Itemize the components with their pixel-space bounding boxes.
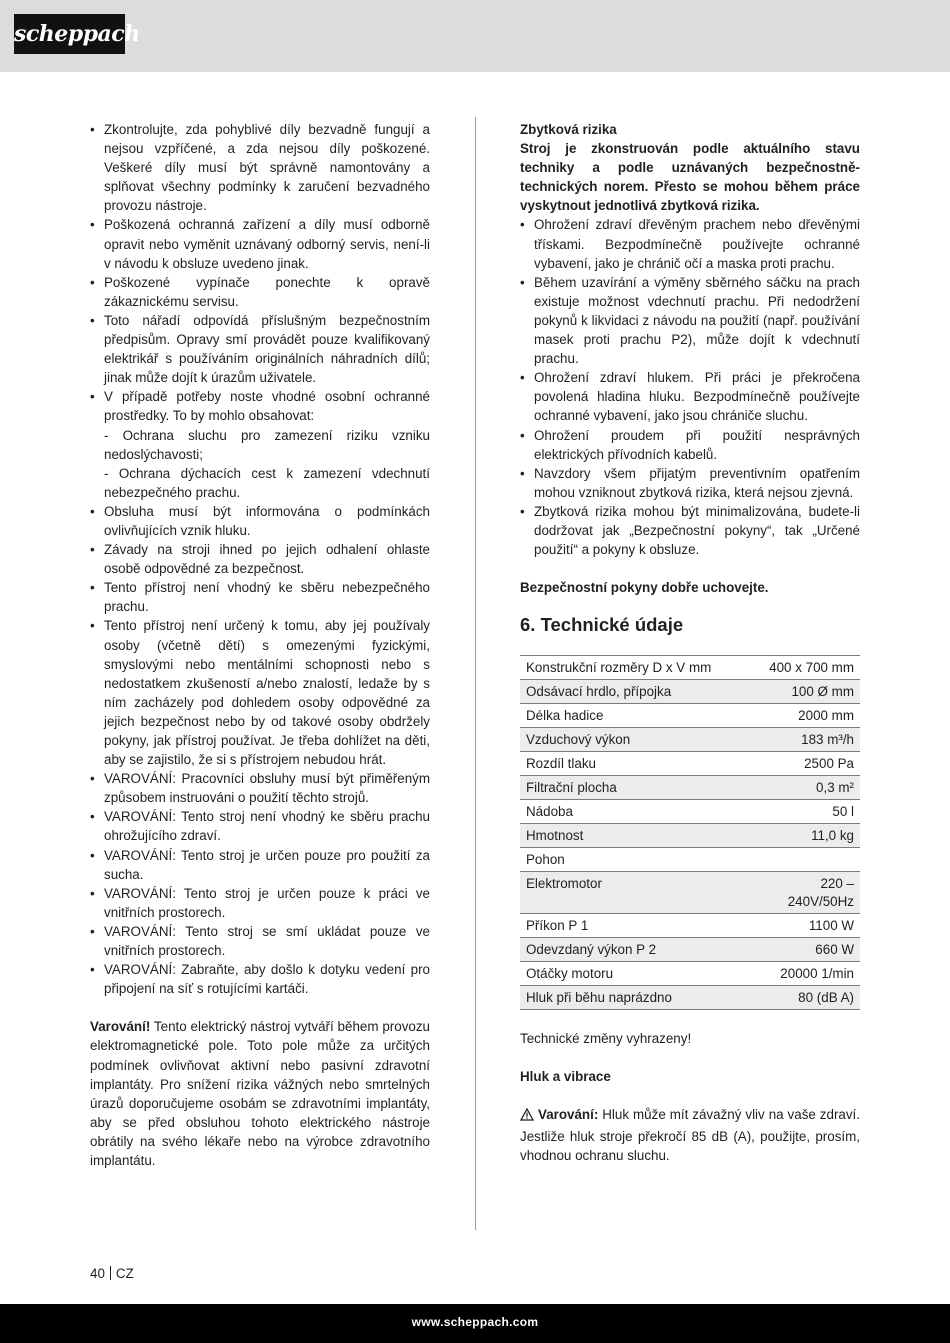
- table-cell-value: 0,3 m²: [748, 776, 860, 800]
- list-item: • VAROVÁNÍ: Tento stroj není vhodný ke sběru prachu ohrožujícího zdraví.: [90, 807, 430, 845]
- list-item: • Závady na stroji ihned po jejich odhalení ohlaste osobě odpovědné za bezpečnost.: [90, 540, 430, 578]
- table-cell-value: 1100 W: [748, 914, 860, 938]
- table-cell-label: Odevzdaný výkon P 2: [520, 938, 748, 962]
- residual-risks-list: [520, 215, 860, 559]
- list-item-ppe: [90, 387, 430, 502]
- ppe-intro: V případě potřeby noste vhodné osobní ochranné prostředky. To by mohlo obsahovat:: [104, 389, 430, 424]
- table-row: [520, 872, 860, 914]
- table-cell-value: 20000 1/min: [748, 962, 860, 986]
- residual-risks-intro: Stroj je zkonstruován podle aktuálního stavu techniky a podle uznávaných bezpečnostně-technických norem. Přesto se mohou během práce vyskytnout jednotlivá zbytková rizika.: [520, 141, 860, 214]
- list-item: • Navzdory všem přijatým preventivním opatřením mohou vzniknout zbytková rizika, která nejsou zjevná.: [520, 464, 860, 502]
- table-cell-label: Nádoba: [520, 800, 748, 824]
- table-row: [520, 728, 860, 752]
- noise-warning-label: Varování:: [538, 1107, 599, 1123]
- table-cell-value: 400 x 700 mm: [748, 656, 860, 680]
- table-row: [520, 752, 860, 776]
- list-item: • Poškozené vypínače ponechte k opravě zákaznickému servisu.: [90, 273, 430, 311]
- brand-logo: scheppach: [14, 14, 125, 54]
- table-cell-value: 80 (dB A): [748, 986, 860, 1010]
- list-item: • VAROVÁNÍ: Tento stroj se smí ukládat pouze ve vnitřních prostorech.: [90, 922, 430, 960]
- page-language: CZ: [115, 1266, 134, 1281]
- left-column: [90, 120, 430, 1170]
- table-cell-label: Otáčky motoru: [520, 962, 748, 986]
- list-item: • Ohrožení proudem při použití nesprávných elektrických přívodních kabelů.: [520, 426, 860, 464]
- table-row: [520, 848, 860, 872]
- list-item: • Zkontrolujte, zda pohyblivé díly bezvadně fungují a nejsou vzpříčené, a zda nejsou díly poškozené. Veškeré díly musí být správně namontovány a splňovat všechny podmínky k zaručení bezvadného provozu nástroje.: [90, 120, 430, 215]
- table-row: [520, 800, 860, 824]
- table-row: [520, 914, 860, 938]
- list-item: • VAROVÁNÍ: Tento stroj je určen pouze pro použití za sucha.: [90, 846, 430, 884]
- noise-vibration-title: Hluk a vibrace: [520, 1069, 611, 1085]
- page-number-value: 40: [90, 1266, 105, 1281]
- page-header: [0, 0, 950, 72]
- keep-instructions-note: Bezpečnostní pokyny dobře uchovejte.: [520, 580, 769, 596]
- table-cell-label: Elektromotor: [520, 872, 748, 914]
- table-cell-label: Hmotnost: [520, 824, 748, 848]
- emf-warning-text: Tento elektrický nástroj vytváří během provozu elektromagnetické pole. Toto pole může za určitých podmínek ovlivňovat aktivní nebo pasivní zdravotní implantáty. Pro snížení rizika vážných nebo smrtelných úrazů doporučujeme osobám se zdravotními implantáty, aby se před obsluhou tohoto elektrického nástroje obrátily na svého lékaře nebo na výrobce zdravotního implantátu.: [90, 1019, 430, 1168]
- table-row: [520, 824, 860, 848]
- ppe-item-respiratory: - Ochrana dýchacích cest k zamezení vdechnutí nebezpečného prachu.: [104, 465, 430, 500]
- table-row: [520, 704, 860, 728]
- table-cell-label: Filtrační plocha: [520, 776, 748, 800]
- page-footer: [0, 1304, 950, 1343]
- list-item: • Tento přístroj není určený k tomu, aby jej používaly osoby (včetně dětí) s omezenými fyzickými, smyslovými nebo mentálními schopnosti nebo s nedostatkem zkušeností a/nebo znalostí, ledaže by s ním zacházely pod dohledem osoby odpovědné za jejich bezpečnost nebo by od takové osoby obdržely pokyny, jak přístroj používat. Je třeba dohlížet na děti, aby se zajistilo, že si s přístrojem nebudou hrát.: [90, 616, 430, 769]
- noise-warning-text: Hluk může mít závažný vliv na vaše zdraví. Jestliže hluk stroje překročí 85 dB (A), použijte, prosím, vhodnou ochranu sluchu.: [520, 1107, 860, 1163]
- emf-warning-paragraph: [90, 1017, 430, 1170]
- table-cell-label: Vzduchový výkon: [520, 728, 748, 752]
- technical-data-table: [520, 655, 860, 1010]
- page-number: [90, 1266, 134, 1281]
- list-item: • Poškozená ochranná zařízení a díly musí odborně opravit nebo vyměnit uznávaný odborný servis, není-li v návodu k obsluze uvedeno jinak.: [90, 215, 430, 272]
- list-item: • Tento přístroj není vhodný ke sběru nebezpečného prachu.: [90, 578, 430, 616]
- list-item: • Obsluha musí být informována o podmínkách ovlivňujících vznik hluku.: [90, 502, 430, 540]
- table-cell-label: Konstrukční rozměry D x V mm: [520, 656, 748, 680]
- table-cell-value: [748, 848, 860, 872]
- table-cell-label: Délka hadice: [520, 704, 748, 728]
- noise-warning-paragraph: [520, 1105, 860, 1164]
- table-cell-value: 2500 Pa: [748, 752, 860, 776]
- residual-risks-title: Zbytková rizika: [520, 122, 617, 137]
- page-number-separator: [110, 1266, 111, 1280]
- table-row: [520, 938, 860, 962]
- table-row: [520, 680, 860, 704]
- table-cell-label: Pohon: [520, 848, 748, 872]
- section-heading: [520, 613, 860, 637]
- table-row: [520, 986, 860, 1010]
- list-item: • Během uzavírání a výměny sběrného sáčku na prach existuje možnost vdechnutí prachu. Při nedodržení pokynů k likvidaci z návodu na použití (např. používání masek proti prachu P2), může dojít k vdechnutí prachu.: [520, 273, 860, 368]
- list-item: • VAROVÁNÍ: Pracovníci obsluhy musí být přiměřeným způsobem instruováni o použití těchto strojů.: [90, 769, 430, 807]
- website-link[interactable]: www.scheppach.com: [411, 1315, 539, 1329]
- section-title: Technické údaje: [540, 614, 684, 636]
- warning-triangle-icon: [520, 1107, 534, 1126]
- safety-bullet-list: [90, 120, 430, 998]
- table-cell-value: 100 Ø mm: [748, 680, 860, 704]
- table-cell-value: 220 – 240V/50Hz: [748, 872, 860, 914]
- column-divider: [475, 117, 476, 1230]
- right-column: [520, 120, 860, 1165]
- table-cell-label: Odsávací hrdlo, přípojka: [520, 680, 748, 704]
- table-cell-label: Rozdíl tlaku: [520, 752, 748, 776]
- list-item: • Zbytková rizika mohou být minimalizována, budete-li dodržovat jak „Bezpečnostní pokyny“, tak „Určené použití“ a pokyny k obsluze.: [520, 502, 860, 559]
- table-cell-value: 11,0 kg: [748, 824, 860, 848]
- table-row: [520, 962, 860, 986]
- ppe-item-hearing: - Ochrana sluchu pro zamezení riziku vzniku nedoslýchavosti;: [104, 427, 430, 462]
- list-item: • VAROVÁNÍ: Zabraňte, aby došlo k dotyku vedení pro připojení na síť s rotujícími kartáči.: [90, 960, 430, 998]
- list-item: • Ohrožení zdraví dřevěným prachem nebo dřevěnými třískami. Bezpodmínečně používejte ochranné vybavení, jako je chránič očí a maska proti prachu.: [520, 215, 860, 272]
- table-cell-label: Příkon P 1: [520, 914, 748, 938]
- table-cell-label: Hluk při běhu naprázdno: [520, 986, 748, 1010]
- list-item: • VAROVÁNÍ: Tento stroj je určen pouze k práci ve vnitřních prostorech.: [90, 884, 430, 922]
- table-cell-value: 183 m³/h: [748, 728, 860, 752]
- table-row: [520, 656, 860, 680]
- section-number: 6.: [520, 614, 536, 636]
- table-row: [520, 776, 860, 800]
- emf-warning-label: Varování!: [90, 1019, 151, 1035]
- list-item: • Ohrožení zdraví hlukem. Při práci je překročena povolená hladina hluku. Bezpodmínečně používejte ochranné vybavení, jako jsou chrániče sluchu.: [520, 368, 860, 425]
- table-cell-value: 50 l: [748, 800, 860, 824]
- table-cell-value: 660 W: [748, 938, 860, 962]
- list-item: • Toto nářadí odpovídá příslušným bezpečnostním předpisům. Opravy smí provádět pouze kvalifikovaný elektrikář s používáním originálních náhradních dílů; jinak může dojít k úrazům uživatele.: [90, 311, 430, 387]
- technical-changes-note: Technické změny vyhrazeny!: [520, 1031, 692, 1047]
- table-cell-value: 2000 mm: [748, 704, 860, 728]
